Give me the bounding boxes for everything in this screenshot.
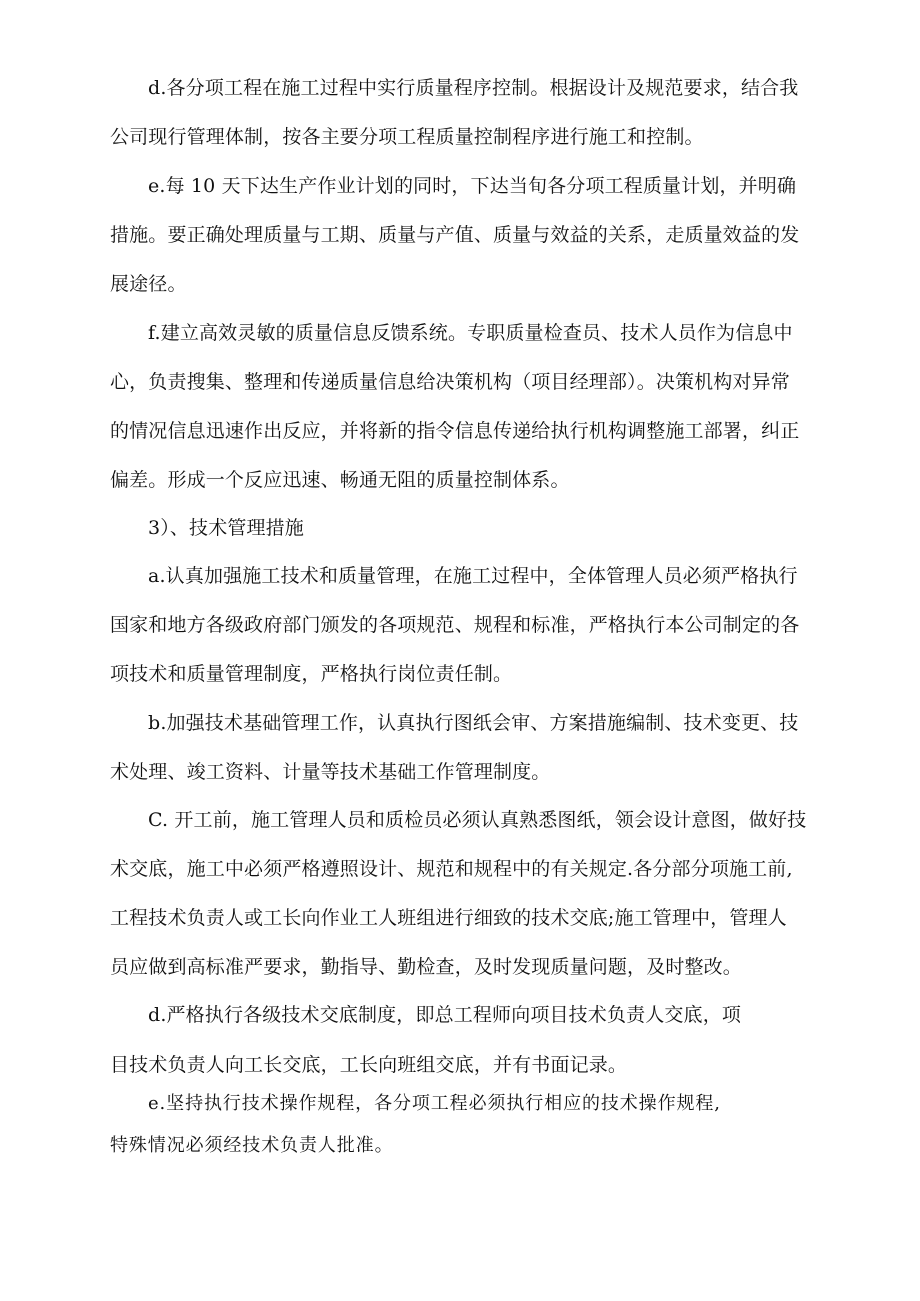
text-line: 的情况信息迅速作出反应，并将新的指令信息传递给执行机构调整施工部署，纠正 — [110, 420, 800, 442]
text-line: 展途径。 — [110, 273, 187, 295]
text-line: b.加强技术基础管理工作，认真执行图纸会审、方案措施编制、技术变更、技 — [148, 712, 799, 734]
section-heading: 3）、技术管理措施 — [148, 517, 304, 539]
text-line: e.坚持执行技术操作规程，各分项工程必须执行相应的技术操作规程, — [148, 1093, 721, 1114]
text-line: 偏差。形成一个反应迅速、畅通无阻的质量控制体系。 — [110, 469, 570, 491]
text-line: 心，负责搜集、整理和传递质量信息给决策机构（项目经理部）。决策机构对异常 — [110, 371, 790, 393]
text-line: 术交底，施工中必须严格遵照设计、规范和规程中的有关规定.各分部分项施工前, — [110, 858, 793, 880]
text-line: 员应做到高标准严要求，勤指导、勤检查，及时发现质量问题，及时整改。 — [110, 956, 742, 978]
text-line: a.认真加强施工技术和质量管理，在施工过程中，全体管理人员必须严格执行 — [148, 565, 798, 587]
text-line: 措施。要正确处理质量与工期、质量与产值、质量与效益的关系，走质量效益的发 — [110, 224, 800, 246]
text-line: 公司现行管理体制，按各主要分项工程质量控制程序进行施工和控制。 — [110, 126, 704, 148]
text-line: 术处理、竣工资料、计量等技术基础工作管理制度。 — [110, 761, 551, 783]
text-line: d.各分项工程在施工过程中实行质量程序控制。根据设计及规范要求，结合我 — [148, 77, 799, 99]
text-line: f.建立高效灵敏的质量信息反馈系统。专职质量检查员、技术人员作为信息中 — [148, 322, 793, 344]
text-line: e.每 10 天下达生产作业计划的同时，下达当旬各分项工程质量计划，并明确 — [148, 175, 797, 197]
text-line: 目技术负责人向工长交底，工长向班组交底，并有书面记录。 — [110, 1054, 628, 1076]
text-line: C. 开工前，施工管理人员和质检员必须认真熟悉图纸，领会设计意图，做好技 — [148, 809, 807, 831]
text-line: d.严格执行各级技术交底制度，即总工程师向项目技术负责人交底，项 — [148, 1004, 742, 1026]
text-line: 特殊情况必须经技术负责人批准。 — [110, 1135, 394, 1156]
text-line: 项技术和质量管理制度，严格执行岗位责任制。 — [110, 663, 513, 685]
text-line: 工程技术负责人或工长向作业工人班组进行细致的技术交底;施工管理中，管理人 — [110, 907, 787, 929]
text-line: 国家和地方各级政府部门颁发的各项规范、规程和标准，严格执行本公司制定的各 — [110, 614, 800, 636]
